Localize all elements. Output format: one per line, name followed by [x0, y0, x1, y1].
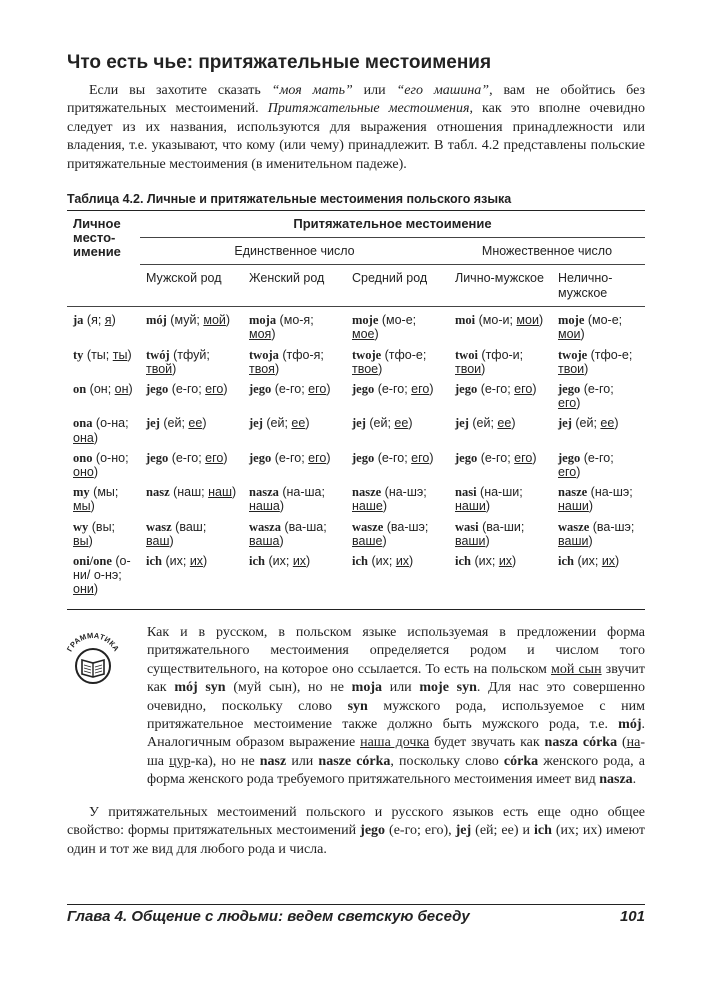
table-caption: Таблица 4.2. Личные и притяжательные местоимения польского языка — [67, 192, 512, 207]
possessive-cell: ich (их; их) — [146, 554, 208, 569]
polish-possessive: jego — [249, 382, 272, 397]
polish-possessive: ich — [146, 554, 162, 569]
polish-term: nasz — [259, 753, 287, 769]
personal-pronoun-cell: wy (вы; вы) — [73, 519, 116, 548]
transcription: ей; ее — [579, 416, 615, 431]
polish-possessive: wasze — [558, 519, 590, 534]
transcription: ва-шэ; ваше — [352, 519, 429, 548]
table-row — [67, 447, 645, 481]
transcription: я; я — [91, 313, 112, 328]
header-gender: Лично-мужское — [449, 265, 552, 307]
transcription: их; их — [272, 554, 307, 569]
polish-possessive: ich — [249, 554, 265, 569]
gender-empty-cell — [67, 265, 140, 307]
polish-possessive: mój — [146, 313, 167, 328]
possessive-cell: wasi (ва-ши; ваши) — [455, 519, 525, 548]
possessive-cell: jego (е-го; его) — [249, 450, 331, 465]
polish-pronoun: ono — [73, 450, 93, 465]
transcription: мо-е; мои — [558, 313, 623, 342]
possessive-cell: jego (е-го; его) — [558, 450, 614, 480]
possessive-cell: twoje (тфо-е; твое) — [352, 347, 427, 376]
polish-possessive: nasz — [146, 485, 170, 500]
polish-possessive: jego — [352, 382, 375, 397]
polish-possessive: twoje — [558, 347, 588, 362]
transcription: ваш; ваш — [146, 519, 207, 548]
possessive-cell: wasze (ва-шэ; ваше) — [352, 519, 429, 548]
header-gender: Нелично-мужское — [552, 265, 645, 307]
polish-term: jego — [360, 823, 386, 839]
polish-term: moja — [351, 680, 382, 696]
personal-pronoun-cell: my (мы; мы) — [73, 485, 119, 514]
transcription: на-шэ; наши — [558, 485, 633, 514]
polish-possessive: jej — [352, 416, 366, 431]
possessive-cell: jego (е-го; его) — [146, 450, 228, 465]
grammar-note — [147, 624, 645, 790]
transcription: мо-е; мое — [352, 313, 417, 342]
transcription: тфо-е; твое — [352, 347, 427, 376]
intro-text: Если вы захотите сказать — [89, 83, 272, 98]
intro-term: Притяжательные местоимения — [267, 101, 470, 117]
transcription: е-го; его — [175, 382, 224, 397]
polish-possessive: jego — [455, 382, 478, 397]
transcription: на-ша; наша — [249, 485, 325, 514]
transcription: е-го; его — [175, 450, 224, 465]
underlined-phrase: наша дочка — [360, 735, 430, 751]
polish-possessive: twoja — [249, 347, 279, 362]
table-row — [67, 378, 645, 412]
polish-term: mój — [618, 717, 642, 733]
polish-possessive: moja — [249, 313, 277, 328]
transcription: муй; мой — [174, 313, 226, 328]
possessive-cell: nasi (на-ши; наши) — [455, 485, 523, 514]
polish-possessive: jego — [249, 450, 272, 465]
table-row — [67, 307, 645, 344]
polish-possessive: ich — [558, 554, 574, 569]
transcription: е-го; его — [558, 382, 614, 411]
polish-possessive: twoi — [455, 347, 478, 362]
polish-term: córka — [503, 753, 539, 769]
transcription: тфо-я; твоя — [249, 347, 324, 376]
header-possessive: Притяжательное местоимение — [140, 211, 645, 238]
intro-paragraph — [67, 82, 645, 174]
transcription: на-ши; наши — [455, 485, 523, 514]
transcription: тфо-и; твои — [455, 347, 524, 376]
polish-pronoun: my — [73, 485, 90, 500]
possessive-cell: wasz (ваш; ваш) — [146, 519, 207, 548]
polish-possessive: jego — [558, 382, 581, 397]
transcription: их; их — [375, 554, 410, 569]
possessive-cell: jego (е-го; его) — [352, 450, 434, 465]
possessive-cell: jej (ей; ее) — [249, 416, 310, 431]
polish-possessive: jego — [558, 450, 581, 465]
personal-pronoun-cell: ono (о-но; оно) — [73, 450, 129, 480]
transcription: е-го; его — [278, 450, 327, 465]
polish-term: ich — [533, 823, 552, 839]
possessive-cell: moja (мо-я; моя) — [249, 313, 314, 342]
possessive-cell: moi (мо-и; мои) — [455, 313, 544, 328]
transcription: на-шэ; наше — [352, 485, 427, 514]
table-number-row — [67, 238, 645, 265]
transcription: тфо-е; твои — [558, 347, 633, 376]
table-row — [67, 344, 645, 378]
personal-pronoun-cell: on (он; он) — [73, 382, 133, 397]
polish-pronoun: oni/one — [73, 554, 112, 569]
possessive-cell: jego (е-го; его) — [455, 382, 537, 397]
polish-pronoun: ona — [73, 416, 93, 431]
polish-term: mój syn — [174, 680, 226, 696]
polish-possessive: ich — [352, 554, 368, 569]
header-singular: Единственное число — [140, 238, 449, 265]
possessive-cell: twoja (тфо-я; твоя) — [249, 347, 324, 376]
transcription: е-го; его — [484, 450, 533, 465]
possessive-cell: twoi (тфо-и; твои) — [455, 347, 524, 376]
polish-possessive: jego — [146, 382, 169, 397]
polish-pronoun: ty — [73, 347, 84, 362]
underlined-phrase: мой сын — [551, 661, 602, 677]
polish-possessive: jego — [455, 450, 478, 465]
possessive-cell: jego (е-го; его) — [249, 382, 331, 397]
polish-pronoun: wy — [73, 519, 89, 534]
polish-possessive: ich — [455, 554, 471, 569]
transcription: ей; ее — [270, 416, 306, 431]
transcription: е-го; его — [381, 382, 430, 397]
possessive-cell: wasze (ва-шэ; ваши) — [558, 519, 635, 548]
personal-pronoun-cell: ja (я; я) — [73, 313, 116, 328]
polish-possessive: nasze — [352, 485, 382, 500]
transcription: ва-ши; ваши — [455, 519, 525, 548]
possessive-cell: ich (их; их) — [249, 554, 311, 569]
chapter-title: Глава 4. Общение с людьми: ведем светскую беседу — [67, 908, 470, 925]
header-gender: Мужской род — [140, 265, 243, 307]
possessive-cell: jej (ей; ее) — [352, 416, 413, 431]
possessive-cell: jego (е-го; его) — [146, 382, 228, 397]
header-gender: Женский род — [243, 265, 346, 307]
polish-possessive: wasi — [455, 519, 479, 534]
intro-text: , как это вполне очевидно следует из их названия, используются для выражения отношения принадлежности или владения, т.е. указывают, что кому (или чему) принадлежит. В табл. 4.2 представлены польские притяжательные местоимения (в именительном падеже). — [67, 101, 645, 172]
pronoun-table — [67, 210, 645, 610]
possessive-cell: wasza (ва-ша; ваша) — [249, 519, 327, 548]
polish-possessive: wasza — [249, 519, 281, 534]
transcription: о-ни/ о-нэ; они — [73, 554, 131, 597]
polish-possessive: wasz — [146, 519, 172, 534]
polish-possessive: jej — [249, 416, 263, 431]
transcription: ей; ее — [167, 416, 203, 431]
personal-pronoun-cell: oni/one (о-ни/ о-нэ; они) — [73, 554, 131, 597]
transcription: мо-я; моя — [249, 313, 314, 342]
transcription: тфуй; твой — [146, 347, 210, 376]
polish-possessive: jego — [352, 450, 375, 465]
polish-possessive: twoje — [352, 347, 382, 362]
possessive-cell: jego (е-го; его) — [558, 382, 614, 411]
polish-possessive: moje — [558, 313, 585, 328]
possessive-cell: ich (их; их) — [352, 554, 414, 569]
possessive-cell: jego (е-го; его) — [352, 382, 434, 397]
possessive-cell: nasze (на-шэ; наши) — [558, 485, 633, 514]
table-row — [67, 481, 645, 515]
possessive-cell: twoje (тфо-е; твои) — [558, 347, 633, 376]
polish-term: moje syn — [419, 680, 477, 696]
polish-possessive: nasze — [558, 485, 588, 500]
grammar-book-icon — [61, 628, 125, 692]
possessive-cell: moje (мо-е; мое) — [352, 313, 417, 342]
polish-term: nasza — [599, 772, 633, 788]
table-row — [67, 412, 645, 446]
closing-paragraph: У притяжательных местоимений польского и русского языков есть еще одно общее свойство: формы притяжательных местоимений jego (е-го; его), jej (ей; ее) и ich (их; их) имеют один и тот же вид для любого рода и числа. — [67, 805, 646, 857]
transcription: ва-шэ; ваши — [558, 519, 635, 548]
polish-possessive: nasi — [455, 485, 477, 500]
transcription: е-го; его — [558, 450, 614, 480]
possessive-cell: ich (их; их) — [558, 554, 620, 569]
possessive-cell: jej (ей; ее) — [146, 416, 207, 431]
possessive-cell: twój (тфуй; твой) — [146, 347, 210, 376]
possessive-cell: mój (муй; мой) — [146, 313, 231, 328]
transcription: мо-и; мои — [482, 313, 539, 328]
page-number: 101 — [619, 908, 645, 925]
polish-term: nasza córka — [544, 735, 618, 751]
table-row — [67, 516, 645, 550]
header-personal-pronoun: Личное место-имение — [73, 216, 121, 260]
transcription: наш; наш — [177, 485, 232, 500]
polish-pronoun: ja — [73, 313, 84, 328]
intro-quote-1: “моя мать” — [271, 83, 353, 98]
transcription: он; он — [93, 382, 129, 397]
transcription: вы; вы — [73, 519, 116, 548]
transcription: ва-ша; ваша — [249, 519, 327, 548]
possessive-cell: ich (их; их) — [455, 554, 517, 569]
polish-term: syn — [347, 698, 368, 714]
polish-possessive: moi — [455, 313, 476, 328]
possessive-cell: jej (ей; ее) — [558, 416, 619, 431]
personal-pronoun-cell: ty (ты; ты) — [73, 347, 132, 362]
intro-text: , вам не обойтись без притяжательных местоимений. — [67, 83, 645, 117]
section-heading: Что есть чье: притяжательные местоимения — [67, 52, 492, 73]
grammar-note-paragraph: Как и в русском, в польском языке используемая в предложении форма притяжательного местоимения определяется родом и числом того существительного, на которое оно ссылается. То есть на польском мой сын звучит как mój syn (муй сын), но не moja или moje syn. Для нас это совершенно очевидно, поскольку слово syn мужского рода, используемое с ним притяжательное местоимение также должно быть мужского рода, т.е. mój. Аналогичным образом выражение наша дочка будет звучать как nasza córka (на-ша цур-ка), но не nasz или nasze córka, поскольку слово córka женского рода, а форма женского рода требуемого притяжательного местоимения имеет вид nasza. — [147, 625, 645, 788]
transcription: мы; мы — [73, 485, 119, 514]
page-content — [64, 52, 646, 857]
polish-term: jej — [455, 823, 472, 839]
personal-pronoun-cell: ona (о-на; она) — [73, 416, 129, 445]
page-footer — [67, 904, 645, 925]
transcription: ей; ее — [373, 416, 409, 431]
polish-term: nasze córka — [318, 753, 391, 769]
polish-possessive: twój — [146, 347, 170, 362]
intro-text: или — [352, 83, 397, 98]
polish-possessive: jego — [146, 450, 169, 465]
possessive-cell: jego (е-го; его) — [455, 450, 537, 465]
table-gender-row — [67, 265, 645, 307]
possessive-cell: jej (ей; ее) — [455, 416, 516, 431]
table-row — [67, 550, 645, 609]
transcription: о-на; она — [73, 416, 129, 445]
possessive-cell: nasz (наш; наш) — [146, 485, 237, 500]
transcription: о-но; оно — [73, 450, 129, 480]
polish-possessive: wasze — [352, 519, 384, 534]
grammar-icon-label: ГРАММАТИКА — [64, 630, 122, 654]
header-gender: Средний род — [346, 265, 449, 307]
polish-pronoun: on — [73, 382, 87, 397]
transcription: е-го; его — [484, 382, 533, 397]
possessive-cell: nasze (на-шэ; наше) — [352, 485, 427, 514]
transcription: е-го; его — [278, 382, 327, 397]
polish-possessive: jej — [146, 416, 160, 431]
polish-possessive: jej — [455, 416, 469, 431]
transcription: ты; ты — [91, 347, 128, 362]
possessive-cell: moje (мо-е; мои) — [558, 313, 623, 342]
transcription: их; их — [478, 554, 513, 569]
transcription: их; их — [581, 554, 616, 569]
transcription: их; их — [169, 554, 204, 569]
transcription: е-го; его — [381, 450, 430, 465]
polish-possessive: jej — [558, 416, 572, 431]
intro-quote-2: “его машина” — [396, 83, 490, 98]
header-plural: Множественное число — [449, 238, 645, 265]
possessive-cell: nasza (на-ша; наша) — [249, 485, 325, 514]
table-header-row — [67, 211, 645, 238]
transcription: ей; ее — [476, 416, 512, 431]
polish-possessive: moje — [352, 313, 379, 328]
polish-possessive: nasza — [249, 485, 279, 500]
closing-block — [67, 804, 645, 859]
